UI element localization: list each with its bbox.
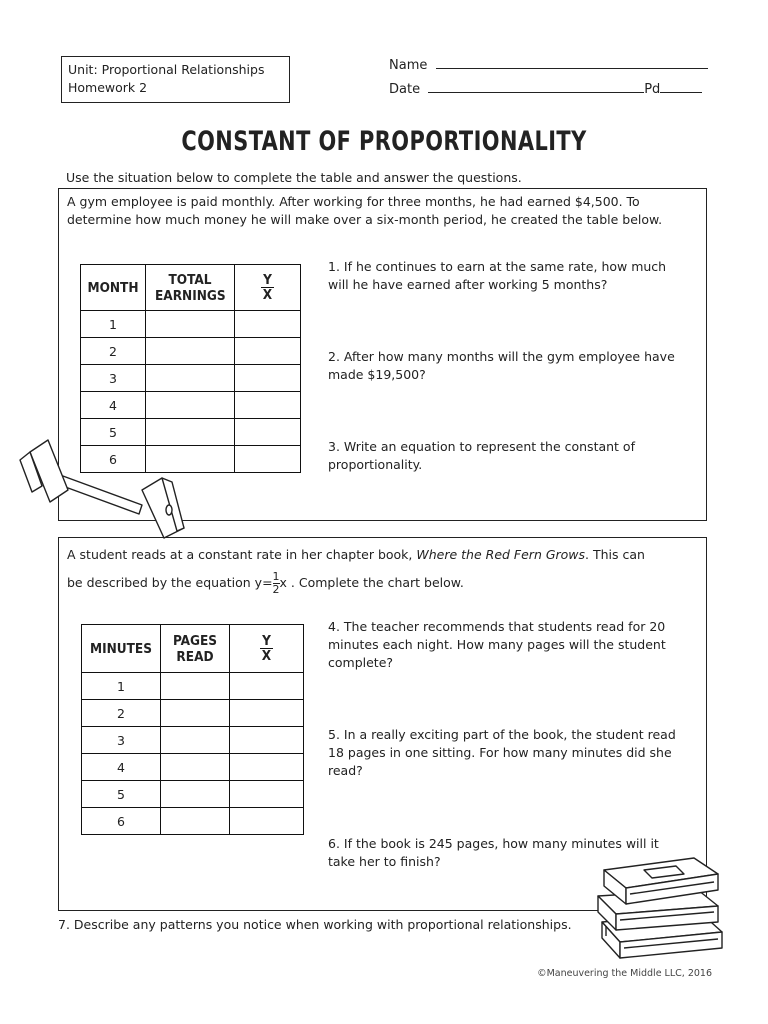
unit-info-box [61, 56, 290, 103]
reading-table [81, 624, 304, 835]
equation-line: be described by the equation y= $\frac{1}{2}$ x . Complete the chart below. [67, 570, 464, 596]
ratio-input[interactable] [235, 311, 301, 338]
ratio-input[interactable] [230, 700, 304, 727]
question-5: 5. In a really exciting part of the book, the student read 18 pages in one sitting. For how many minutes did she read? [328, 727, 676, 778]
copyright-notice: ©Maneuvering the Middle LLC, 2016 [537, 968, 712, 979]
ratio-input[interactable] [235, 446, 301, 473]
question-4: 4. The teacher recommends that students read for 20 minutes each night. How many pages will the student complete? [328, 619, 666, 670]
dumbbell-icon [12, 430, 190, 542]
month-cell: 2 [81, 338, 146, 365]
pages-input[interactable] [161, 727, 230, 754]
question-2: 2. After how many months will the gym employee have made $19,500? [328, 349, 675, 382]
pd-label: Pd [644, 82, 661, 97]
month-header: MONTH [81, 265, 146, 311]
ratio-input[interactable] [235, 338, 301, 365]
question-6: 6. If the book is 245 pages, how many minutes will it take her to finish? [328, 836, 659, 869]
section1-intro: A gym employee is paid monthly. After working for three months, he had earned $4,500. To determine how much money he will make over a six-month period, he created the table below. [67, 194, 663, 227]
earnings-input[interactable] [146, 392, 235, 419]
books-stack-icon [590, 848, 738, 966]
question-3: 3. Write an equation to represent the constant of proportionality. [328, 439, 635, 472]
minutes-cell: 6 [82, 808, 161, 835]
equation-fraction: $\frac{1}{2}$ [272, 570, 280, 596]
question-1: 1. If he continues to earn at the same rate, how much will he have earned after working 5 months? [328, 259, 667, 292]
minutes-cell: 5 [82, 781, 161, 808]
earnings-input[interactable] [146, 338, 235, 365]
earnings-input[interactable] [146, 365, 235, 392]
section2-intro: A student reads at a constant rate in her chapter book, Where the Red Fern Grows. This can [67, 547, 645, 562]
ratio-input[interactable] [230, 727, 304, 754]
pages-input[interactable] [161, 781, 230, 808]
pd-blank[interactable] [660, 80, 702, 93]
ratio-input[interactable] [235, 392, 301, 419]
name-blank[interactable] [436, 56, 708, 69]
unit-label: Unit: Proportional Relationships [68, 62, 265, 77]
ratio-header: $\frac{Y}{X}$ [230, 625, 304, 673]
minutes-cell: 2 [82, 700, 161, 727]
ratio-input[interactable] [235, 365, 301, 392]
pages-input[interactable] [161, 673, 230, 700]
page-title: CONSTANT OF PROPORTIONALITY [181, 126, 587, 157]
pages-read-header: PAGES READ [161, 625, 230, 673]
pages-input[interactable] [161, 754, 230, 781]
ratio-input[interactable] [235, 419, 301, 446]
earnings-input[interactable] [146, 311, 235, 338]
date-field[interactable] [389, 80, 702, 97]
month-cell: 3 [81, 365, 146, 392]
date-label: Date [389, 82, 421, 97]
month-cell: 4 [81, 392, 146, 419]
ratio-input[interactable] [230, 754, 304, 781]
name-label: Name [389, 58, 428, 73]
homework-label: Homework 2 [68, 80, 148, 95]
minutes-cell: 1 [82, 673, 161, 700]
total-earnings-header: TOTAL EARNINGS [146, 265, 235, 311]
date-blank[interactable] [428, 80, 644, 93]
minutes-header: MINUTES [82, 625, 161, 673]
pages-input[interactable] [161, 808, 230, 835]
ratio-input[interactable] [230, 808, 304, 835]
instructions: Use the situation below to complete the table and answer the questions. [66, 170, 522, 185]
book-title: Where the Red Fern Grows [416, 547, 586, 562]
pages-input[interactable] [161, 700, 230, 727]
ratio-input[interactable] [230, 781, 304, 808]
ratio-input[interactable] [230, 673, 304, 700]
month-cell: 1 [81, 311, 146, 338]
question-7: 7. Describe any patterns you notice when working with proportional relationships. [58, 917, 572, 932]
month-cell: 5 [81, 419, 146, 446]
minutes-cell: 3 [82, 727, 161, 754]
minutes-cell: 4 [82, 754, 161, 781]
name-field[interactable] [389, 56, 708, 73]
ratio-header: $\frac{Y}{X}$ [235, 265, 301, 311]
month-cell: 6 [81, 446, 146, 473]
